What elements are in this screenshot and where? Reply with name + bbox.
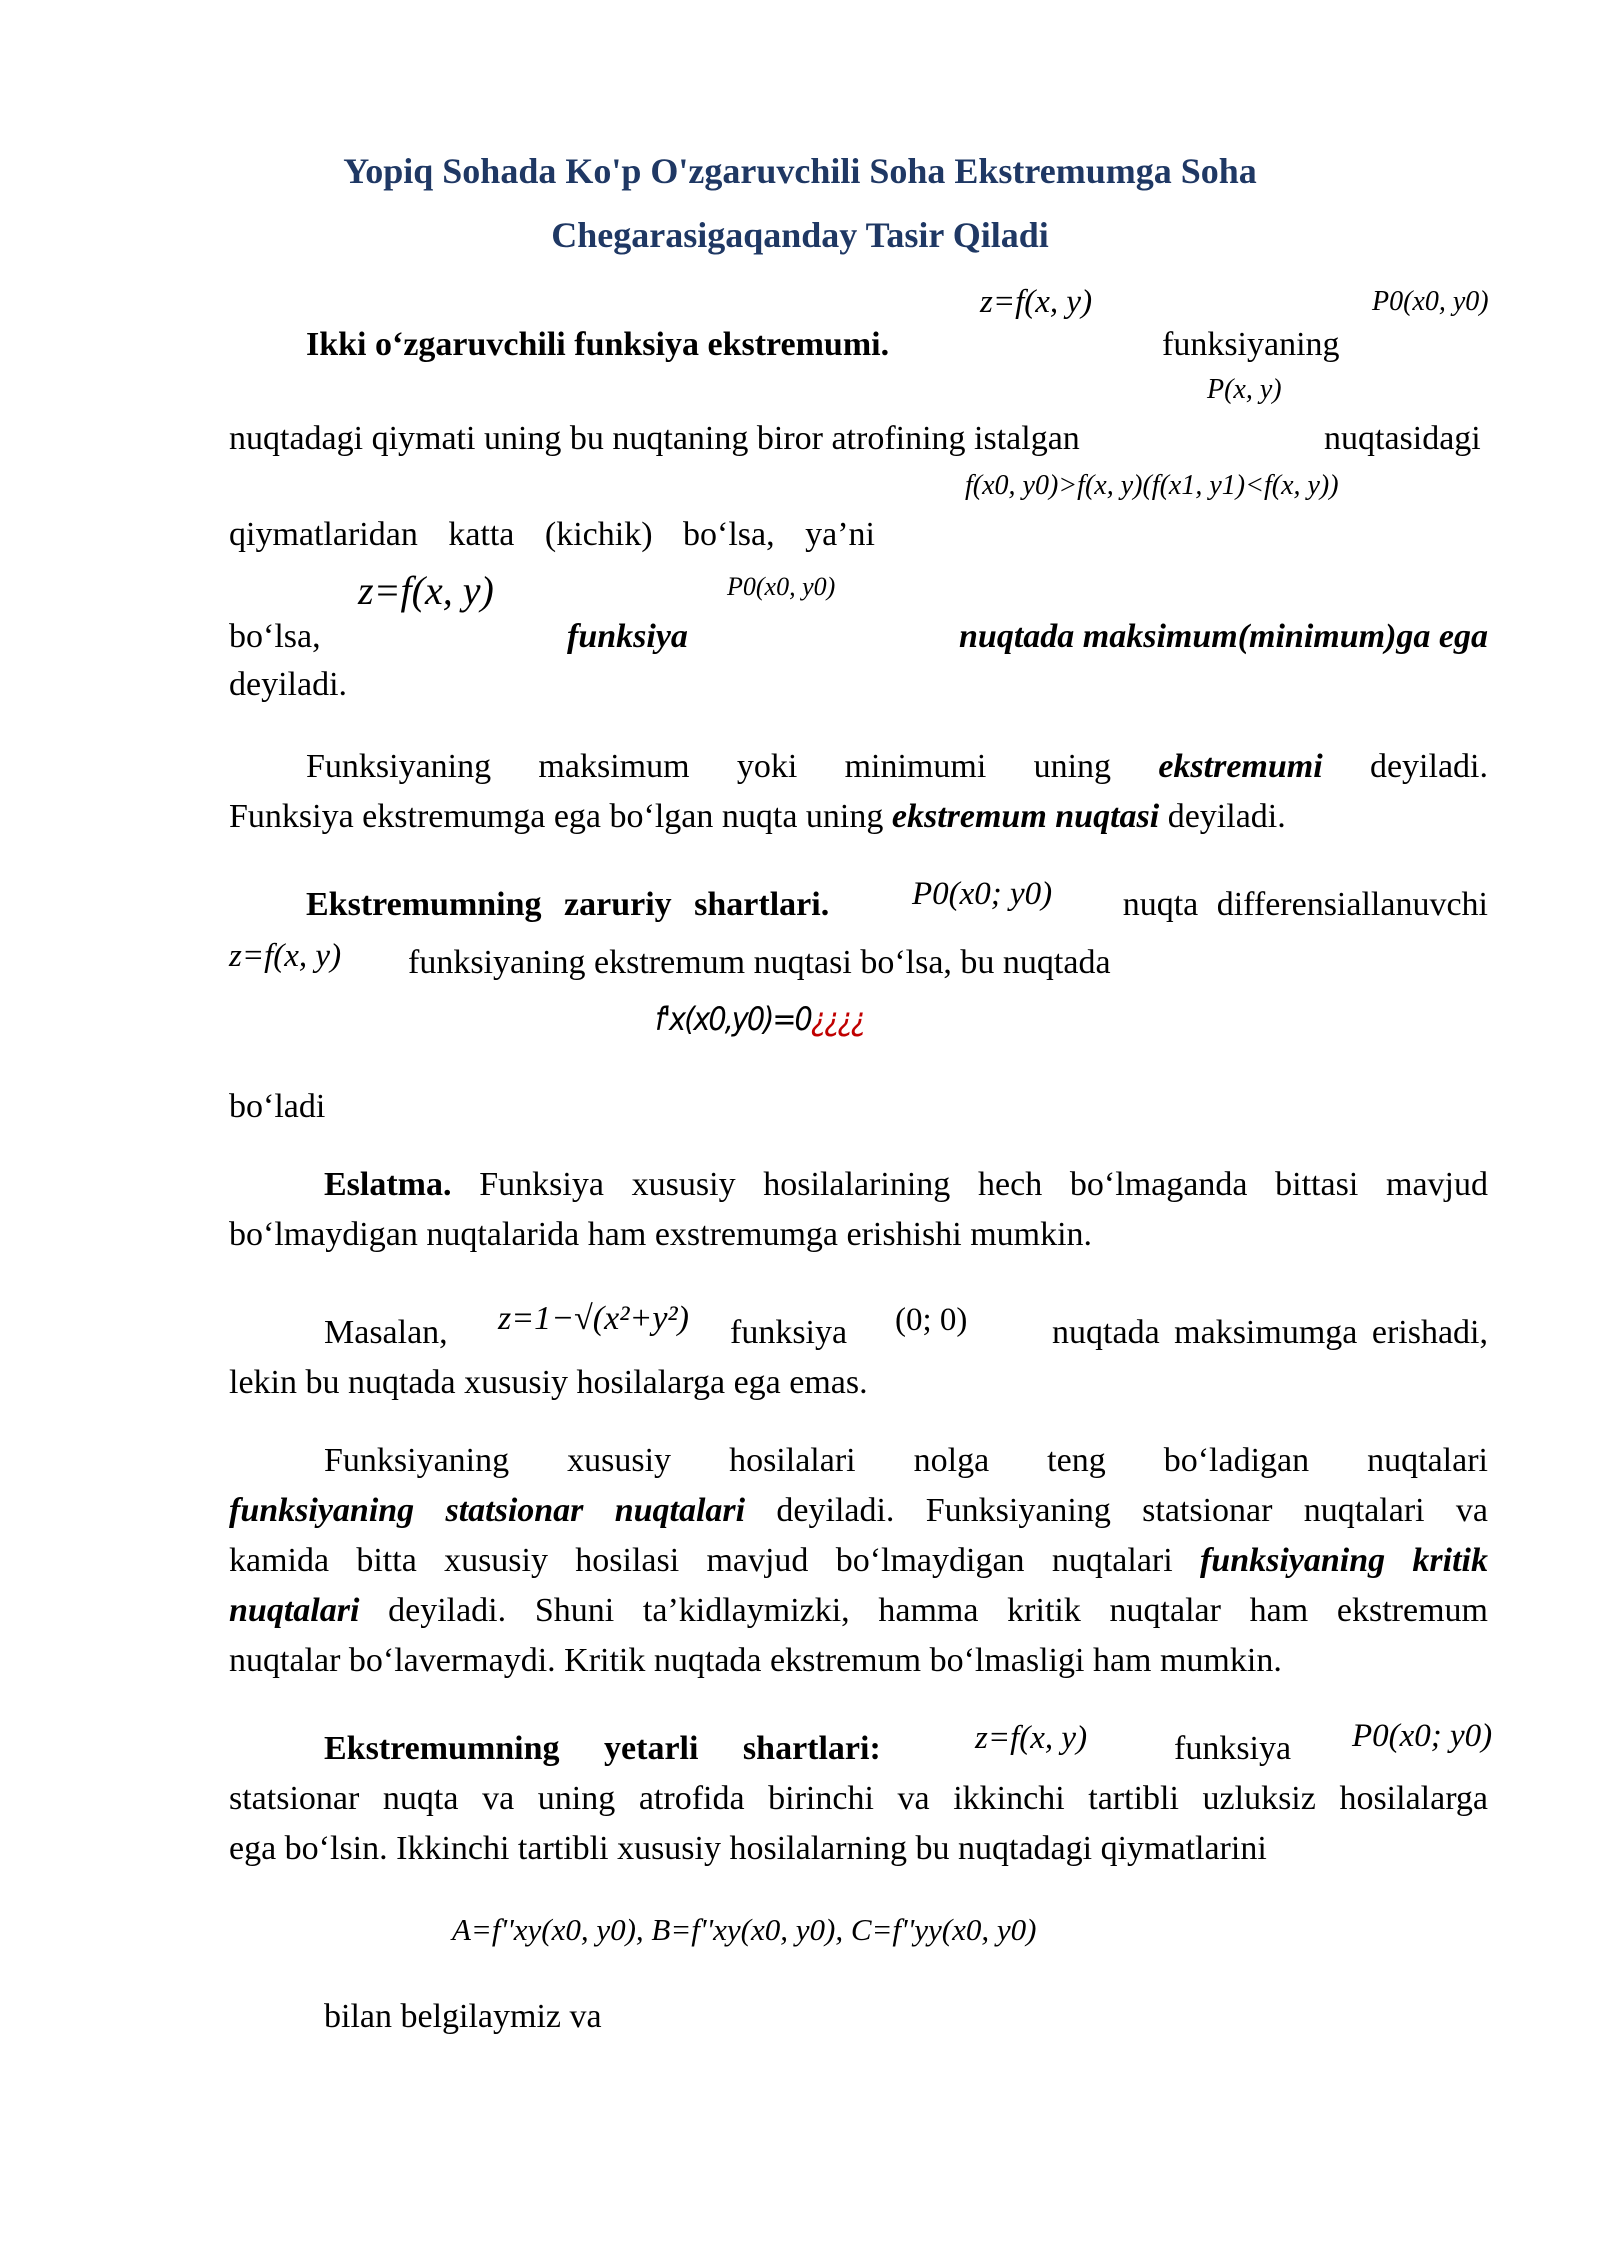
text-line: nuqta differensiallanuvchi: [1122, 886, 1488, 923]
formula-p-xy: P(x, y): [1207, 374, 1282, 405]
text-line: nuqtasidagi: [1324, 420, 1481, 457]
emphasis-maksimum: nuqtada maksimum(minimum)ga ega: [959, 618, 1488, 655]
paragraph-line: nuqtalar bo‘lavermaydi. Kritik nuqtada ekstremum bo‘lmasligi ham mumkin.: [229, 1642, 1282, 1679]
text-line: bilan belgilaymiz va: [324, 1998, 602, 2035]
text-line: qiymatlaridan katta (kichik) bo‘lsa, ya’ni: [229, 516, 875, 553]
paragraph-line: Funksiyaning maksimum yoki minimumi uning ekstremumi deyiladi.: [306, 748, 1488, 785]
page-title-line-1: Yopiq Sohada Ko'p O'zgaruvchili Soha Ekstremumga Soha: [343, 151, 1257, 191]
formula-z-f-xy: z=f(x, y): [980, 284, 1093, 320]
formula-p0: P0(x0, y0): [727, 572, 836, 601]
page-title-line-2: Chegarasigaqanday Tasir Qiladi: [551, 215, 1049, 255]
formula-p0: P0(x0; y0): [1352, 1718, 1493, 1754]
formula-z-f-xy: z=f(x, y): [975, 1720, 1088, 1756]
word-funksiyaning: funksiyaning: [1162, 326, 1340, 363]
text-line: funksiya: [730, 1314, 848, 1351]
note-label: Eslatma.: [324, 1166, 452, 1203]
section-heading-necessary-conditions: Ekstremumning zaruriy shartlari.: [306, 886, 830, 923]
text-line: nuqtadagi qiymati uning bu nuqtaning biror atrofining istalgan: [229, 420, 1080, 457]
paragraph-line: funksiyaning statsionar nuqtalari deyiladi. Funksiyaning statsionar nuqtalari va: [229, 1492, 1488, 1529]
text-line: bo‘ladi: [229, 1088, 326, 1125]
text-line: nuqtada maksimumga erishadi,: [1052, 1314, 1488, 1351]
formula-p0: P0(x0; y0): [912, 876, 1053, 912]
text-line: deyiladi.: [229, 666, 348, 703]
paragraph-line: kamida bitta xususiy hosilasi mavjud bo‘lmaydigan nuqtalari funksiyaning kritik: [229, 1542, 1488, 1579]
text-line: funksiya: [1174, 1730, 1292, 1767]
formula-example: z=1−√(x²+y²): [498, 1300, 689, 1337]
section-heading-extremum: Ikki o‘zgaruvchili funksiya ekstremumi.: [306, 326, 890, 363]
formula-point: (0; 0): [895, 1302, 968, 1338]
paragraph-line: ega bo‘lsin. Ikkinchi tartibli xususiy hosilalarning bu nuqtadagi qiymatlarini: [229, 1830, 1267, 1867]
formula-z-f-xy: z=f(x, y): [229, 938, 342, 974]
formula-p0: P0(x0, y0): [1372, 286, 1489, 317]
paragraph-line: nuqtalari deyiladi. Shuni ta’kidlaymizki, hamma kritik nuqtalar ham ekstremum: [229, 1592, 1488, 1629]
formula-z-f-xy: z=f(x, y): [358, 568, 494, 613]
paragraph-line: Eslatma. Funksiya xususiy hosilalarining hech bo‘lmaganda bittasi mavjud: [324, 1166, 1488, 1203]
formula-abc: A=f''xy(x0, y0), B=f''xy(x0, y0), C=f''yy(x0, y0): [452, 1912, 1037, 1947]
formula-inequality: f(x0, y0)>f(x, y)(f(x1, y1)<f(x, y)): [965, 470, 1339, 501]
emphasis-funksiya: funksiya: [567, 618, 688, 655]
paragraph-line: statsionar nuqta va uning atrofida birinchi va ikkinchi tartibli uzluksiz hosilalarga: [229, 1780, 1488, 1817]
formula-partial-derivative: f'x(x0,y0)=0¿¿¿¿: [655, 1000, 864, 1038]
paragraph-line: Funksiyaning xususiy hosilalari nolga teng bo‘ladigan nuqtalari: [324, 1442, 1488, 1479]
paragraph-line: bo‘lmaydigan nuqtalarida ham exstremumga erishishi mumkin.: [229, 1216, 1093, 1253]
paragraph-line: Funksiya ekstremumga ega bo‘lgan nuqta uning ekstremum nuqtasi deyiladi.: [229, 798, 1286, 835]
section-heading-sufficient-conditions: Ekstremumning yetarli shartlari:: [324, 1730, 881, 1767]
text-line: funksiyaning ekstremum nuqtasi bo‘lsa, bu nuqtada: [408, 944, 1111, 981]
text-line: bo‘lsa,: [229, 618, 321, 655]
formula-render-error: ¿¿¿¿: [810, 1000, 864, 1038]
text-line: lekin bu nuqtada xususiy hosilalarga ega emas.: [229, 1364, 868, 1401]
text-line: Masalan,: [324, 1314, 448, 1351]
